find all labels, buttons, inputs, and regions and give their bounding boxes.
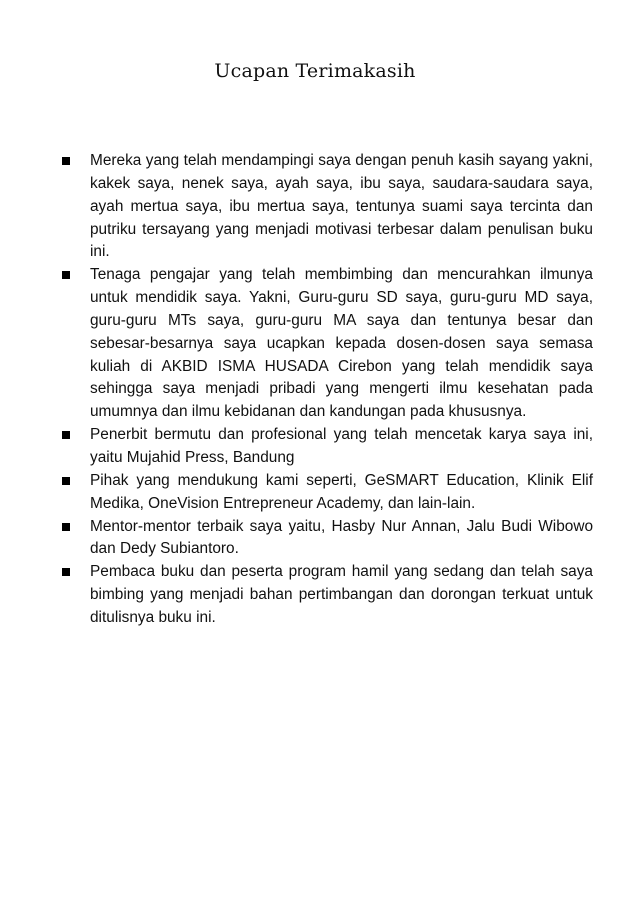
square-bullet-icon [62,568,70,576]
list-item-text: Mentor-mentor terbaik saya yaitu, Hasby Nur Annan, Jalu Budi Wibowo dan Dedy Subiantoro. [90,517,593,558]
square-bullet-icon [62,271,70,279]
list-item [62,150,593,264]
list-item [62,424,593,470]
list-item [62,470,593,516]
page-title: Ucapan Terimakasih [214,60,416,82]
list-item-text: Tenaga pengajar yang telah membimbing dan mencurahkan ilmunya untuk mendidik saya. Yakni, Guru-guru SD saya, guru-guru MD saya, guru-guru MTs saya, guru-guru MA saya dan tentunya besar dan sebesar-besarnya saya ucapkan kepada dosen-dosen saya semasa kuliah di AKBID ISMA HUSADA Cirebon yang telah mendidik saya sehingga saya menjadi pribadi yang mengerti ilmu kesehatan pada umumnya dan ilmu kebidanan dan kandungan pada khususnya. [90,266,593,421]
list-item-text: Penerbit bermutu dan profesional yang telah mencetak karya saya ini, yaitu Mujahid Press, Bandung [90,426,593,466]
list-item [62,264,593,424]
square-bullet-icon [62,431,70,439]
list-item-text: Mereka yang telah mendampingi saya dengan penuh kasih sayang yakni, kakek saya, nenek saya, ayah saya, ibu saya, saudara-saudara saya, ayah mertua saya, ibu mertua saya, tentunya suami saya tercinta dan putriku tersayang yang menjadi motivasi terbesar dalam penulisan buku ini. [90,152,593,261]
list-item [62,561,593,630]
list-item-text: Pembaca buku dan peserta program hamil yang sedang dan telah saya bimbing yang menjadi bahan pertimbangan dan dorongan terkuat untuk ditulisnya buku ini. [90,563,593,626]
list-item-text: Pihak yang mendukung kami seperti, GeSMART Education, Klinik Elif Medika, OneVision Entrepreneur Academy, dan lain-lain. [90,471,593,512]
square-bullet-icon [62,523,70,531]
square-bullet-icon [62,477,70,485]
square-bullet-icon [62,157,70,165]
acknowledgement-list [62,150,593,630]
list-item [62,516,593,562]
